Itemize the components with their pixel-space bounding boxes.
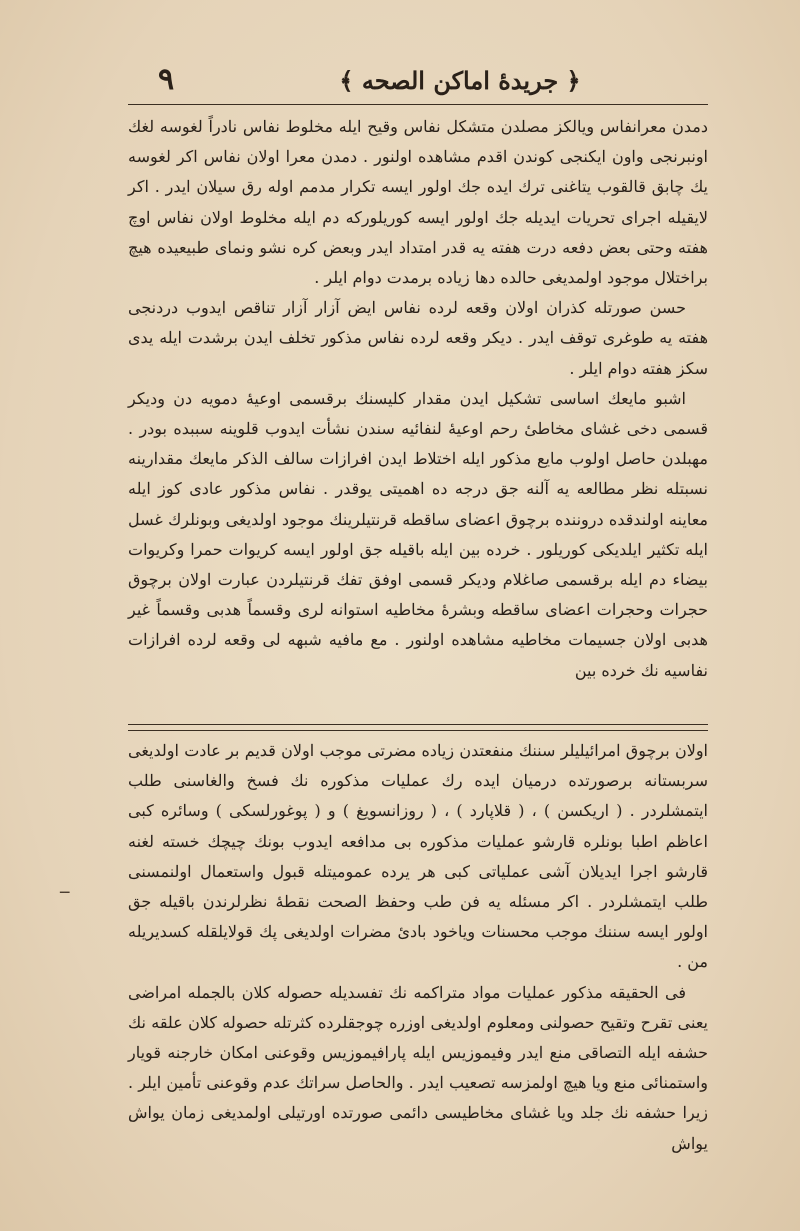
section-divider-rule — [128, 724, 708, 725]
header-rule — [128, 104, 708, 105]
paragraph: فی الحقیقه مذکور عملیات مواد متراکمه نك تفسدیله حصوله کلان بالجمله امراضی یعنی تقرح وتقیح حصولنی ومعلوم اولدیغی اوزره چوجقلرده کثرتله حصوله کلان علقه نك حشفه ایله التصاقی منع ایدر وفیموزیس ایله پارافیموزیس وقوعنی امکان خارجنه قویار واستمنائی منع ویا هیچ اولمزسه تصعیب ایدر . والحاصل سراتك عدم وقوعنی تأمین ایلر . زیرا حشفه نك جلد ویا غشای مخاطیسی دائمی صورتده اورتیلی اولمدیغی زمان یواش یواش — [128, 982, 708, 1153]
section-divider-rule — [128, 730, 708, 731]
paragraph: دمدن معرانفاس ویالکز مصلدن متشکل نفاس وقیح ایله مخلوط نفاس نادراً لغوسه لغك اونبرنجی واون ایکنجی کوندن اقدم مشاهده اولنور . دمدن معرا اولان نفاس اکر لغوسه یك چابق قالقوب یتاغنی ترك ایده جك اولور ایسه تکرار مدمم اوله رق سیلان ایدر . اکر لایقیله اجرای تحریات ایدیله جك اولور ایسه کوریلورکه دم ایله مخلوط اولان نفاس اوچ هفته وحتی بعض دفعه درت هفته یه قدر امتداد ایدر وبعض کره نشو ونمای طبیعیده هیچ براختلال موجود اولمدیغی حالده دها زیاده برمدت دوام ایلر . — [128, 117, 708, 288]
paragraph: اولان برچوق امرائیلیلر سننك منفعتدن زیاده مضرتی موجب اولان قدیم بر عادت اولدیغی سربستانه برصورتده درمیان ایده رك عملیات مذکوره نك فسخ والغاسنی طلب ایتمشلردر . ( اریکسن ) ، ( قلاپارد ) ، ( روزانسویغ ) و ( پوغورلسکی ) وسائره کبی اعاظم اطبا بونلره قارشو عملیات مذکوره بی مدافعه ایدوب بونك چیچك خسته لغنه قارشو اجرا ایدیلان آشی عملیاتی کبی هر یرده عمومیتله قبول واستعمال اولنمسنی طلب ایتمشلردر . اکر مسئله یه فن طب وحفظ الصحت نقطهٔ نظرلرندن باقیله جق اولور ایسه سننك موجب محسنات ویاخود بادئ مضرات اولدیغی پك قولایلقله کسدیریله من . — [128, 741, 709, 972]
lower-text-section — [128, 736, 708, 1159]
journal-title: ﴿ جریدهٔ اماکن الصحه ﴾ — [339, 66, 581, 95]
paragraph: حسن صورتله کذران اولان وقعه لرده نفاس ایض آزار آزار تناقص ایدوب دردنجی هفته یه طوغری توقف ایدر . دیکر وقعه لرده نفاس مذکور تخلف ایدن برشدت ایله یدی سکز هفته دوام ایلر . — [128, 298, 708, 378]
page-number: ٩ — [158, 62, 175, 97]
upper-text-section — [128, 112, 708, 686]
page-header — [130, 58, 710, 104]
margin-mark: ــ — [60, 878, 70, 897]
paragraph: اشبو مایعك اساسی تشکیل ایدن مقدار کلیسنك برقسمی اوعیهٔ دمویه دن ودیکر قسمی دخی غشای مخاطیٔ رحم اوعیهٔ لنفائیه سندن نشأت ایدوب قلوینه سببده بودر . مهبلدن حاصل اولوب مایع مذکور ایله اختلاط ایدن افرازات سالف الذکر مایعك مقدارینه نسبتله نظر مطالعه یه آلنه جق درجه ده اهمیتی یوقدر . نفاس مذکور عادی کوز ایله معاینه اولندقده دروننده برچوق اعضای ساقطه قرنتیلرینك موجود اولدیغی وبونلرك غسل ایله تکثیر ایلدیکی کوریلور . خرده بین ایله باقیله جق اولور ایسه کریوات حمرا وکریوات بیضاء دم ایله برقسمی صاغلام ودیکر قسمی اوفق تفك قرنتیلردن عبارت اولان برچوق حجرات وحجرات اعضای ساقطه وبشرهٔ مخاطیه استوانه لری وقسماً هدبی وقسماً غیر هدبی اولان جسیمات مخاطیه مشاهده اولنور . مع مافیه شبهه لی وقعه لرده افرازات نفاسیه نك خرده بین — [128, 388, 709, 680]
